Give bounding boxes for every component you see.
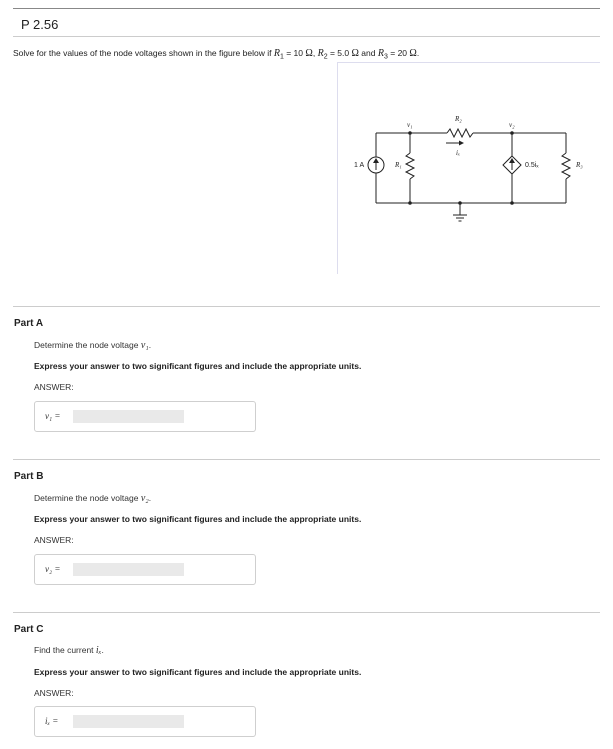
part-c-symbol: iₓ (95, 645, 102, 656)
r1-resistor (406, 153, 414, 179)
condition-r3: $R_3 = 20$ Ω. (377, 48, 420, 61)
r1-label: R₁ (395, 161, 402, 169)
title-divider (13, 36, 600, 37)
part-b-var-label: v₂ = (45, 564, 61, 574)
top-divider (13, 8, 600, 9)
junction-dot (408, 131, 412, 135)
condition-r2: $R_2 = 5.0$ Ω and (317, 48, 376, 61)
source-label: 1 A (354, 162, 365, 169)
part-a-answer-input[interactable] (73, 410, 184, 423)
part-b-symbol: v₂ (140, 493, 149, 504)
part-a-prompt: Determine the node voltage v₁. (34, 340, 152, 351)
junction-dot (510, 131, 514, 135)
statement-prefix: Solve for the values of the node voltages shown in the figure below if (13, 48, 272, 58)
part-a-title: Part A (14, 318, 44, 329)
part-b-title: Part B (14, 471, 44, 482)
junction-dot (510, 201, 514, 205)
ix-label: iₓ (456, 149, 460, 157)
part-a-divider (13, 306, 600, 307)
part-b-instruction: Express your answer to two significant figures and include the appropriate units. (34, 514, 362, 524)
part-a-var-label: v₁ = (45, 411, 61, 421)
part-b-answer-box (34, 554, 256, 585)
r3-label: R₃ (576, 161, 583, 169)
part-b-answer-label: ANSWER: (34, 535, 74, 545)
junction-dot (408, 201, 412, 205)
part-b-prompt: Determine the node voltage v₂. (34, 493, 152, 504)
figure-frame-top (337, 62, 600, 63)
dep-source-label: 0.5iₓ (525, 162, 539, 169)
part-c-answer-label: ANSWER: (34, 688, 74, 698)
part-c-title: Part C (14, 624, 44, 635)
part-c-answer-box (34, 706, 256, 737)
part-c-divider (13, 612, 600, 613)
v2-label: v₂ (509, 121, 515, 129)
r2-label: R₂ (455, 115, 462, 123)
v1-label: v₁ (407, 121, 413, 129)
part-a-answer-box (34, 401, 256, 432)
part-b-divider (13, 459, 600, 460)
problem-title: P 2.56 (21, 17, 59, 32)
part-a-symbol: v₁ (140, 340, 149, 351)
condition-r1: $R_1 = 10$ Ω, (273, 48, 316, 61)
r2-resistor (447, 129, 473, 137)
part-a-instruction: Express your answer to two significant figures and include the appropriate units. (34, 361, 362, 371)
r3-resistor (562, 153, 570, 179)
part-a-answer-label: ANSWER: (34, 382, 74, 392)
problem-statement (13, 48, 419, 61)
part-c-answer-input[interactable] (73, 715, 184, 728)
part-c-var-label: iₓ = (45, 716, 59, 726)
part-c-instruction: Express your answer to two significant figures and include the appropriate units. (34, 667, 362, 677)
circuit-diagram (336, 95, 606, 230)
part-c-prompt: Find the current iₓ. (34, 645, 104, 656)
part-b-answer-input[interactable] (73, 563, 184, 576)
junction-dot (458, 201, 462, 205)
